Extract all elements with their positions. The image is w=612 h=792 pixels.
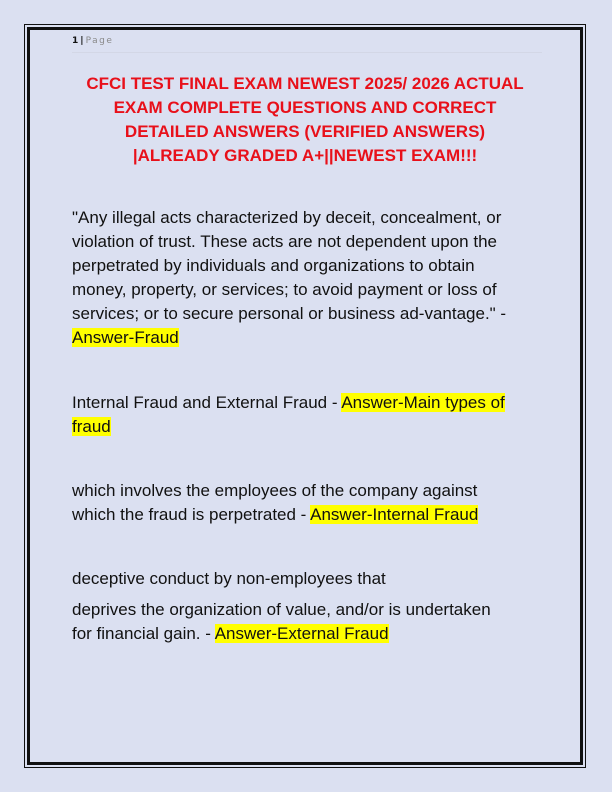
- answer-highlight: Answer-Internal Fraud: [310, 505, 479, 524]
- answer-highlight: Answer-Fraud: [72, 328, 179, 347]
- document-title: [60, 72, 550, 168]
- title-line: CFCI TEST FINAL EXAM NEWEST 2025/ 2026 ACTUAL: [86, 74, 524, 93]
- question-line: which involves the employees of the company against: [72, 481, 478, 500]
- question-line: deprives the organization of value, and/or is undertaken: [72, 600, 491, 619]
- answer-highlight: Answer-Main types of: [341, 393, 505, 412]
- question-line: deceptive conduct by non-employees that: [72, 569, 386, 588]
- page-number: 1: [72, 36, 79, 46]
- question-line: "Any illegal acts characterized by deceit, concealment, or: [72, 208, 502, 227]
- qa-item-external-fraud: [72, 567, 542, 646]
- question-text: Internal Fraud and External Fraud -: [72, 393, 342, 412]
- question-line: money, property, or services; to avoid payment or loss of: [72, 280, 497, 299]
- answer-highlight: fraud: [72, 417, 111, 436]
- header-separator: |: [80, 36, 84, 46]
- question-line: services; or to secure personal or business ad-vantage." -: [72, 304, 507, 323]
- answer-highlight: Answer-External Fraud: [214, 624, 389, 643]
- page-header: [72, 36, 542, 53]
- title-line: EXAM COMPLETE QUESTIONS AND CORRECT: [113, 98, 497, 117]
- title-line: |ALREADY GRADED A+||NEWEST EXAM!!!: [132, 146, 478, 165]
- title-line: DETAILED ANSWERS (VERIFIED ANSWERS): [124, 122, 486, 141]
- page-label: Page: [85, 36, 114, 46]
- question-line: violation of trust. These acts are not dependent upon the: [72, 232, 497, 251]
- qa-item-internal-fraud: [72, 479, 542, 527]
- qa-item-fraud-definition: [72, 206, 542, 350]
- question-line: perpetrated by individuals and organizations to obtain: [72, 256, 475, 275]
- question-text: which the fraud is perpetrated -: [72, 505, 311, 524]
- question-text: for financial gain. -: [72, 624, 215, 643]
- qa-item-main-types: [72, 391, 542, 439]
